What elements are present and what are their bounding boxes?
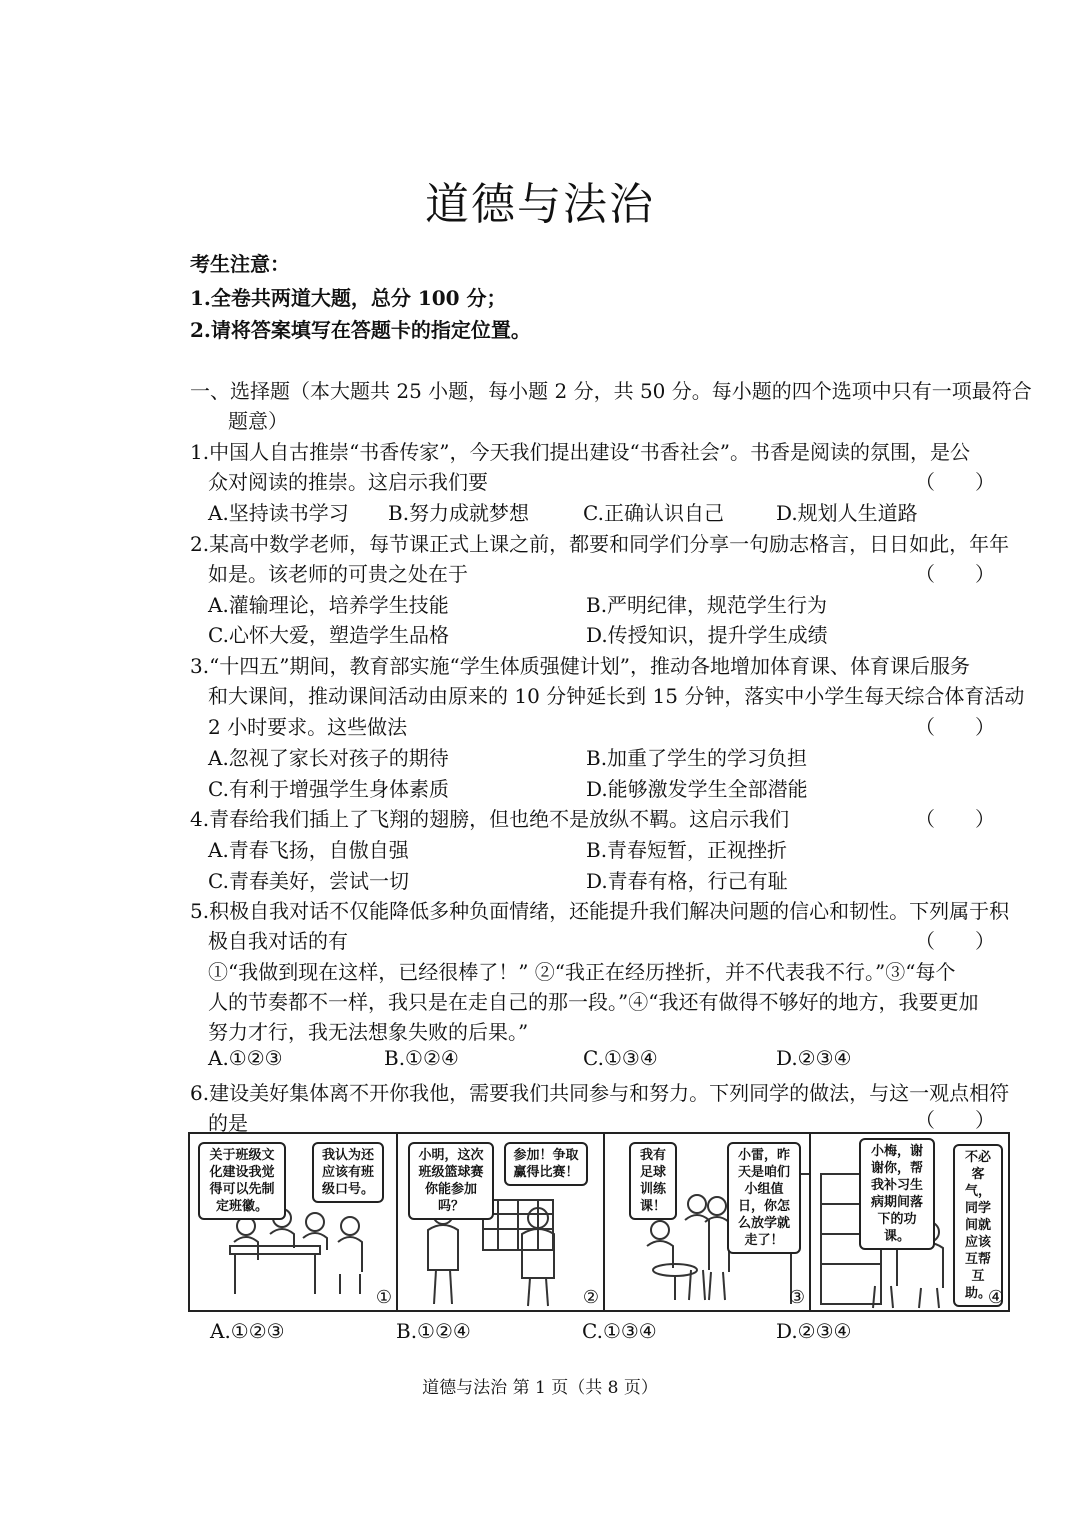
speech-bubble: 小雷，昨天是咱们小组值日，你怎么放学就走了！ — [727, 1142, 801, 1254]
option-b: B.加重了学生的学习负担 — [586, 746, 808, 770]
option-d: D.青春有格，行己有耻 — [586, 869, 788, 893]
option-c: C.青春美好，尝试一切 — [208, 869, 409, 893]
question-3-line: 2 小时要求。这些做法 — [208, 715, 408, 739]
question-6-line: 6.建设美好集体离不开你我他，需要我们共同参与和努力。下列同学的做法，与这一观点相符 — [190, 1081, 1010, 1105]
comic-panel-3 — [605, 1134, 811, 1310]
answer-blank: （ ） — [915, 807, 995, 831]
question-1-line: 1.中国人自古推崇“书香传家”，今天我们提出建设“书香社会”。书香是阅读的氛围，是公 — [190, 440, 970, 464]
section-heading: 一、选择题（本大题共 25 小题，每小题 2 分，共 50 分。每小题的四个选项中只有一项最符合 — [190, 379, 1032, 403]
speech-bubble: 参加！争取赢得比赛！ — [504, 1142, 588, 1186]
panel-number: ③ — [788, 1287, 805, 1308]
option-a: A.①②③ — [210, 1319, 285, 1343]
question-5-line: 5.积极自我对话不仅能降低多种负面情绪，还能提升我们解决问题的信心和韧性。下列属于积 — [190, 899, 1010, 923]
option-d: D.能够激发学生全部潜能 — [586, 777, 808, 801]
answer-blank: （ ） — [915, 929, 995, 953]
option-b: B.努力成就梦想 — [388, 501, 530, 525]
notice-item: 1.全卷共两道大题，总分 100 分； — [190, 286, 507, 310]
question-5-line: ①“我做到现在这样，已经很棒了！” ②“我正在经历挫折，并不代表我不行。”③“每个 — [208, 960, 956, 984]
option-a: A.忽视了家长对孩子的期待 — [208, 746, 449, 770]
question-2-line: 2.某高中数学老师，每节课正式上课之前，都要和同学们分享一句励志格言，日日如此，年年 — [190, 532, 1010, 556]
question-6-line: 的是 — [208, 1111, 248, 1135]
option-d: D.规划人生道路 — [776, 501, 918, 525]
question-4-line: 4.青春给我们插上了飞翔的翅膀，但也绝不是放纵不羁。这启示我们 — [190, 807, 790, 831]
option-c: C.①③④ — [583, 1046, 658, 1070]
option-d: D.传授知识，提升学生成绩 — [586, 623, 828, 647]
notice-heading: 考生注意： — [190, 252, 290, 276]
speech-bubble: 我认为还应该有班级口号。 — [312, 1142, 384, 1203]
option-c: C.有利于增强学生身体素质 — [208, 777, 449, 801]
question-2-line: 如是。该老师的可贵之处在于 — [208, 562, 468, 586]
panel-number: ② — [582, 1287, 599, 1308]
answer-blank: （ ） — [915, 1108, 995, 1132]
question-3-line: 3.“十四五”期间，教育部实施“学生体质强健计划”，推动各地增加体育课、体育课后服务 — [190, 654, 970, 678]
option-a: A.①②③ — [208, 1046, 283, 1070]
notice-item: 2.请将答案填写在答题卡的指定位置。 — [190, 318, 531, 342]
option-c: C.正确认识自己 — [583, 501, 724, 525]
question-3-line: 和大课间，推动课间活动由原来的 10 分钟延长到 15 分钟，落实中小学生每天综合体育活动 — [208, 684, 1025, 708]
answer-blank: （ ） — [915, 470, 995, 494]
speech-bubble: 小梅，谢谢你，帮我补习生病期间落下的功课。 — [859, 1138, 935, 1250]
speech-bubble: 不必客气，同学间就应该互帮互助。 — [953, 1144, 1003, 1307]
comic-panel-2 — [398, 1134, 605, 1310]
page-title: 道德与法治 — [425, 179, 655, 230]
question-5-line: 人的节奏都不一样，我只是在走自己的那一段。”④“我还有做得不够好的地方，我要更加 — [208, 990, 979, 1014]
option-a: A.青春飞扬，自傲自强 — [208, 838, 409, 862]
option-c: C.①③④ — [582, 1319, 657, 1343]
answer-blank: （ ） — [915, 562, 995, 586]
option-b: B.①②④ — [384, 1046, 459, 1070]
speech-bubble: 我有足球训练课！ — [629, 1142, 677, 1220]
option-d: D.②③④ — [776, 1046, 852, 1070]
option-b: B.青春短暂，正视挫折 — [586, 838, 788, 862]
question-5-line: 努力才行，我无法想象失败的后果。” — [208, 1020, 529, 1044]
option-a: A.坚持读书学习 — [208, 501, 349, 525]
comic-strip — [188, 1132, 1010, 1312]
question-1-line: 众对阅读的推崇。这启示我们要 — [208, 470, 488, 494]
option-b: B.①②④ — [396, 1319, 471, 1343]
answer-blank: （ ） — [915, 715, 995, 739]
panel-number: ④ — [987, 1287, 1004, 1308]
option-a: A.灌输理论，培养学生技能 — [208, 593, 449, 617]
speech-bubble: 小明，这次班级篮球赛你能参加吗？ — [408, 1142, 494, 1220]
comic-panel-1 — [190, 1134, 398, 1310]
option-b: B.严明纪律，规范学生行为 — [586, 593, 828, 617]
option-c: C.心怀大爱，塑造学生品格 — [208, 623, 449, 647]
section-heading-cont: 题意） — [228, 409, 288, 433]
panel-number: ① — [375, 1287, 392, 1308]
speech-bubble: 关于班级文化建设我觉得可以先制定班徽。 — [198, 1142, 286, 1220]
question-5-line: 极自我对话的有 — [208, 929, 348, 953]
page-footer: 道德与法治 第 1 页（共 8 页） — [422, 1378, 658, 1398]
option-d: D.②③④ — [776, 1319, 852, 1343]
comic-panel-4 — [811, 1134, 1008, 1310]
